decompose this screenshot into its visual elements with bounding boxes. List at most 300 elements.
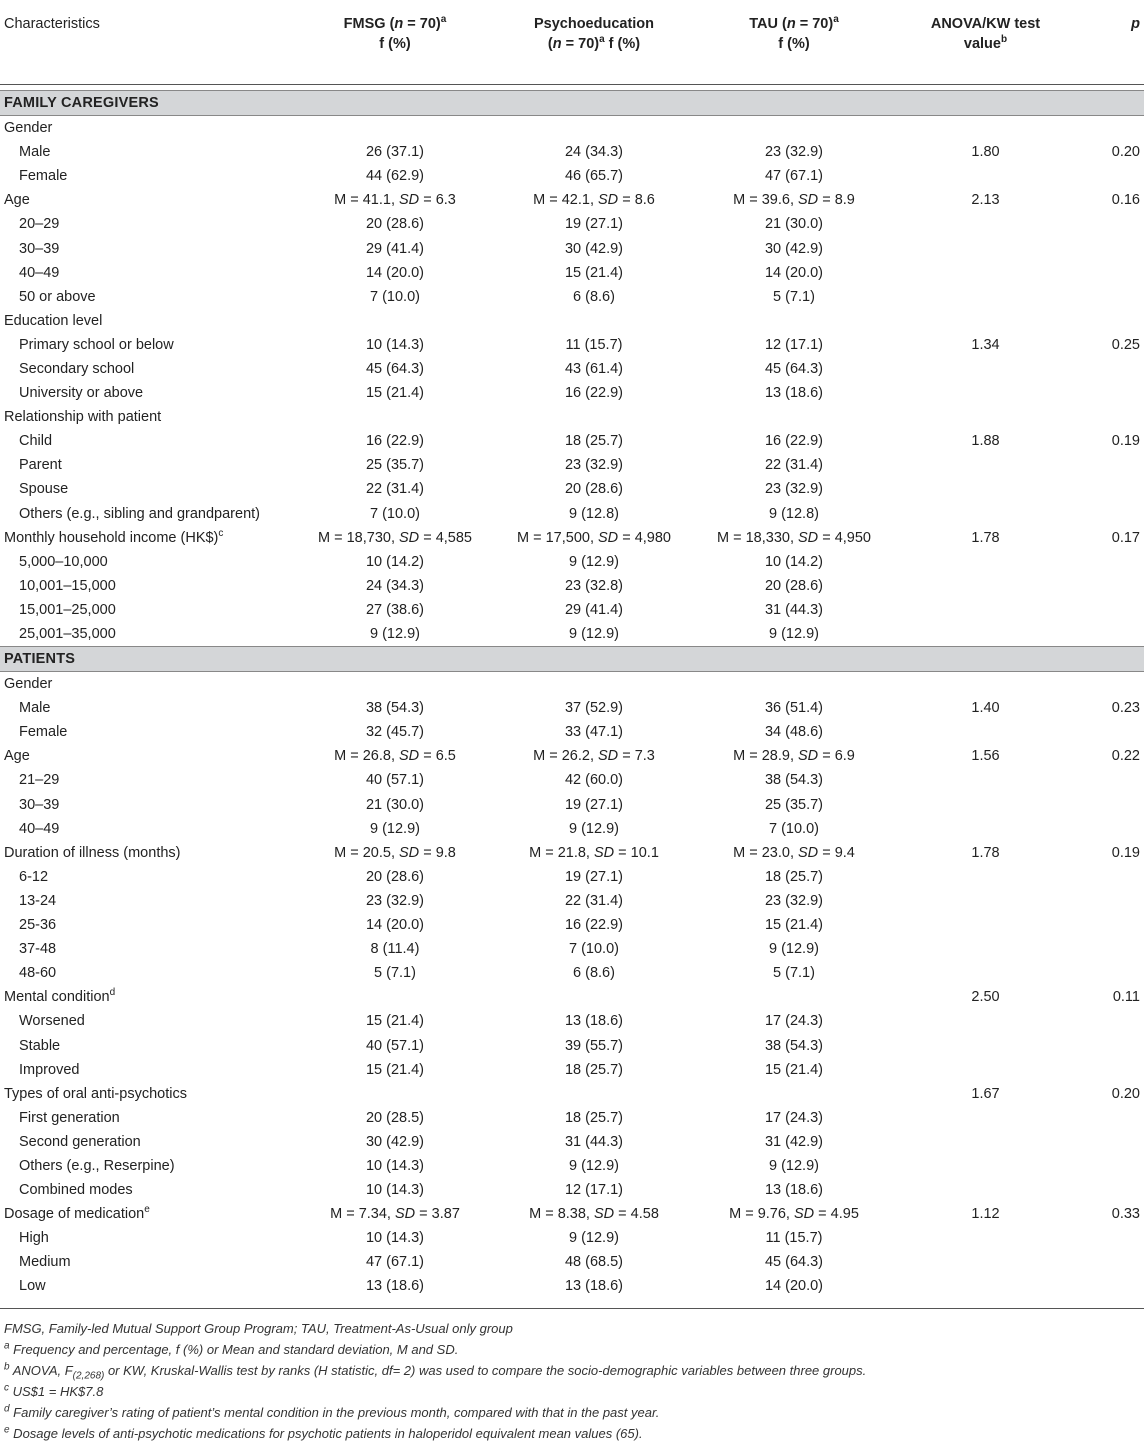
- row-label: Types of oral anti-psychotics: [4, 1085, 187, 1102]
- table-row: [0, 841, 1144, 865]
- psychoeducation-cell: 12 (17.1): [564, 1182, 624, 1199]
- p-value-cell: [1081, 672, 1144, 697]
- table-row: [0, 744, 1144, 768]
- section-title: PATIENTS: [0, 647, 1144, 672]
- row-label-cell: [0, 1009, 300, 1033]
- test-value-cell: 2.13: [971, 192, 1000, 209]
- row-label: 50 or above: [19, 288, 96, 305]
- fmsg-cell: M = 41.1, SD = 6.3: [334, 192, 456, 209]
- row-label: 15,001–25,000: [19, 601, 116, 618]
- row-label: Primary school or below: [19, 336, 174, 353]
- row-label: Female: [19, 168, 68, 185]
- tau-cell: 9 (12.9): [769, 1157, 819, 1174]
- fmsg-cell: M = 7.34, SD = 3.87: [330, 1206, 460, 1223]
- table-row: [0, 889, 1144, 913]
- psychoeducation-cell: [490, 309, 698, 333]
- table-row: [0, 526, 1144, 550]
- tau-cell: 9 (12.8): [769, 505, 819, 522]
- tau-cell: 36 (51.4): [764, 700, 824, 717]
- fmsg-cell: [300, 309, 490, 333]
- test-value-cell: [890, 116, 1081, 141]
- row-label-cell: [0, 188, 300, 212]
- table-row: [0, 502, 1144, 526]
- p-value-cell: [1081, 768, 1144, 792]
- row-label-cell: [0, 598, 300, 622]
- row-label-cell: [0, 1154, 300, 1178]
- row-label-cell: [0, 212, 300, 236]
- fmsg-cell: 7 (10.0): [370, 505, 420, 522]
- row-label-cell: [0, 405, 300, 429]
- tau-cell: [698, 405, 890, 429]
- table-row: [0, 865, 1144, 889]
- tau-cell: 5 (7.1): [773, 288, 815, 305]
- fmsg-cell: 15 (21.4): [365, 1061, 425, 1078]
- fmsg-cell: 25 (35.7): [365, 457, 425, 474]
- test-value-cell: [890, 1274, 1081, 1298]
- row-label-cell: [0, 1106, 300, 1130]
- test-value-cell: [890, 598, 1081, 622]
- tau-cell: 23 (32.9): [764, 144, 824, 161]
- test-value-cell: 1.80: [971, 144, 1000, 161]
- row-label: Secondary school: [19, 360, 135, 377]
- p-value-cell: [1081, 961, 1144, 985]
- table-row: [0, 672, 1144, 697]
- p-value-cell: 0.25: [1111, 336, 1140, 353]
- footnote-abbreviations: FMSG, Family-led Mutual Support Group Program; TAU, Treatment-As-Usual only group: [4, 1320, 513, 1336]
- row-label: 25,001–35,000: [19, 626, 116, 643]
- tau-cell: 18 (25.7): [764, 868, 824, 885]
- test-value-cell: [890, 1009, 1081, 1033]
- psychoeducation-cell: 42 (60.0): [564, 772, 624, 789]
- test-value-cell: [890, 502, 1081, 526]
- table-row: [0, 720, 1144, 744]
- table-row: [0, 429, 1144, 453]
- table-row: [0, 768, 1144, 792]
- table-row: [0, 285, 1144, 309]
- row-label: Gender: [4, 676, 53, 693]
- table-row: [0, 1033, 1144, 1057]
- row-label-cell: [0, 1130, 300, 1154]
- row-label: Combined modes: [19, 1182, 133, 1199]
- p-value-cell: [1081, 1226, 1144, 1250]
- row-label-cell: [0, 937, 300, 961]
- p-value-cell: [1081, 937, 1144, 961]
- p-value-cell: [1081, 598, 1144, 622]
- p-value-cell: [1081, 817, 1144, 841]
- row-label-cell: [0, 285, 300, 309]
- row-label: Dosage of medication: [4, 1206, 145, 1223]
- section-header-row: [0, 91, 1144, 116]
- tau-cell: 9 (12.9): [769, 941, 819, 958]
- header-row: [0, 0, 1144, 85]
- table-row: [0, 1226, 1144, 1250]
- footnote-d: $^d$ Family caregiver’s rating of patient’s mental condition in the previous month, compared with that in the past year.: [4, 1403, 660, 1420]
- test-value-cell: [890, 550, 1081, 574]
- psychoeducation-cell: 30 (42.9): [564, 240, 624, 257]
- table-row: [0, 236, 1144, 260]
- test-value-cell: 2.50: [971, 989, 1000, 1006]
- tau-cell: 23 (32.9): [764, 892, 824, 909]
- tau-cell: 15 (21.4): [764, 917, 824, 934]
- psychoeducation-cell: 9 (12.9): [569, 1230, 619, 1247]
- test-value-cell: [890, 720, 1081, 744]
- test-value-cell: 1.78: [971, 529, 1000, 546]
- tau-cell: M = 39.6, SD = 8.9: [733, 192, 855, 209]
- tau-cell: 9 (12.9): [769, 626, 819, 643]
- row-label-cell: [0, 261, 300, 285]
- test-value-cell: [890, 1178, 1081, 1202]
- test-value-cell: 1.56: [971, 748, 1000, 765]
- p-value-cell: [1081, 574, 1144, 598]
- tau-cell: 25 (35.7): [764, 796, 824, 813]
- table-row: [0, 574, 1144, 598]
- row-label: 30–39: [19, 240, 60, 257]
- p-value-cell: [1081, 236, 1144, 260]
- test-value-cell: [890, 913, 1081, 937]
- row-label: Others (e.g., Reserpine): [19, 1157, 175, 1174]
- tau-cell: M = 9.76, SD = 4.95: [729, 1206, 859, 1223]
- test-value-cell: 1.40: [971, 700, 1000, 717]
- tau-cell: [698, 1082, 890, 1106]
- tau-cell: 31 (44.3): [764, 601, 824, 618]
- fmsg-cell: 15 (21.4): [365, 1013, 425, 1030]
- p-value-cell: [1081, 357, 1144, 381]
- psychoeducation-cell: 9 (12.9): [569, 626, 619, 643]
- p-value-cell: [1081, 285, 1144, 309]
- psychoeducation-cell: 18 (25.7): [564, 1109, 624, 1126]
- tau-cell: 10 (14.2): [764, 553, 824, 570]
- row-label: Stable: [19, 1037, 61, 1054]
- test-value-cell: [890, 357, 1081, 381]
- footnote-b: $^b$ ANOVA, $F_{(2,268)}$ or KW, Kruskal-Wallis test by ranks (H statistic, df= 2) was used to compare the socio-demographic variables between three groups.: [4, 1361, 867, 1382]
- test-value-cell: [890, 477, 1081, 501]
- tau-cell: 16 (22.9): [764, 433, 824, 450]
- tau-cell: M = 18,330, SD = 4,950: [717, 529, 871, 546]
- test-value-cell: [890, 961, 1081, 985]
- tau-cell: 12 (17.1): [764, 336, 824, 353]
- test-value-cell: 1.67: [971, 1085, 1000, 1102]
- table-row: [0, 793, 1144, 817]
- test-value-cell: 1.78: [971, 844, 1000, 861]
- p-value-cell: 0.16: [1111, 192, 1140, 209]
- footnote-a: $^a$ Frequency and percentage, f (%) or Mean and standard deviation, M and SD.: [4, 1340, 459, 1357]
- fmsg-cell: 10 (14.3): [365, 1230, 425, 1247]
- tau-cell: 22 (31.4): [764, 457, 824, 474]
- tau-cell: 13 (18.6): [764, 385, 824, 402]
- fmsg-cell: 40 (57.1): [365, 772, 425, 789]
- tau-cell: 11 (15.7): [765, 1230, 823, 1247]
- p-value-cell: 0.19: [1111, 844, 1140, 861]
- p-value-cell: [1081, 1178, 1144, 1202]
- table-row: [0, 116, 1144, 141]
- p-value-cell: [1081, 1033, 1144, 1057]
- row-label: High: [19, 1230, 49, 1247]
- row-label: Second generation: [19, 1133, 141, 1150]
- row-label-cell: [0, 164, 300, 188]
- p-value-cell: [1081, 622, 1144, 647]
- tau-cell: 38 (54.3): [764, 1037, 824, 1054]
- section-header-row: [0, 647, 1144, 672]
- table-row: [0, 1274, 1144, 1298]
- table-row: [0, 164, 1144, 188]
- tau-cell: 13 (18.6): [764, 1182, 824, 1199]
- row-label-cell: [0, 550, 300, 574]
- fmsg-cell: 10 (14.3): [365, 336, 425, 353]
- table-row: [0, 1178, 1144, 1202]
- test-value-cell: [890, 768, 1081, 792]
- table-row: [0, 357, 1144, 381]
- fmsg-cell: 40 (57.1): [365, 1037, 425, 1054]
- row-label-cell: [0, 453, 300, 477]
- table-row: [0, 913, 1144, 937]
- test-value-cell: [890, 1250, 1081, 1274]
- psychoeducation-cell: 31 (44.3): [564, 1133, 624, 1150]
- test-value-cell: [890, 1226, 1081, 1250]
- psychoeducation-cell: 18 (25.7): [564, 1061, 624, 1078]
- row-label-cell: [0, 1202, 300, 1226]
- row-label-cell: [0, 381, 300, 405]
- row-label-cell: [0, 1250, 300, 1274]
- fmsg-cell: 23 (32.9): [365, 892, 425, 909]
- row-label: 37-48: [19, 941, 57, 958]
- table-row: [0, 1082, 1144, 1106]
- fmsg-cell: 15 (21.4): [365, 385, 425, 402]
- psychoeducation-cell: 9 (12.9): [569, 1157, 619, 1174]
- row-label-cell: [0, 1082, 300, 1106]
- fmsg-cell: 14 (20.0): [365, 917, 425, 934]
- footnote-e: $^e$ Dosage levels of anti-psychotic medications for psychotic patients in haloperidol equivalent mean values (65).: [4, 1424, 643, 1441]
- row-label: Spouse: [19, 481, 69, 498]
- test-value-cell: [890, 261, 1081, 285]
- row-label-cell: [0, 793, 300, 817]
- row-label-cell: [0, 1178, 300, 1202]
- fmsg-cell: M = 20.5, SD = 9.8: [334, 844, 456, 861]
- psychoeducation-cell: 19 (27.1): [564, 868, 624, 885]
- psychoeducation-cell: 46 (65.7): [564, 168, 624, 185]
- fmsg-cell: 32 (45.7): [365, 724, 425, 741]
- p-value-cell: 0.11: [1112, 989, 1140, 1006]
- p-value-cell: 0.17: [1111, 529, 1140, 546]
- p-value-cell: [1081, 1250, 1144, 1274]
- table-row: [0, 309, 1144, 333]
- psychoeducation-cell: 19 (27.1): [564, 216, 624, 233]
- test-value-cell: [890, 309, 1081, 333]
- row-label-cell: [0, 309, 300, 333]
- table-row: [0, 453, 1144, 477]
- row-label-cell: [0, 672, 300, 697]
- table-row: [0, 598, 1144, 622]
- tau-cell: 23 (32.9): [764, 481, 824, 498]
- tau-cell: 17 (24.3): [764, 1013, 824, 1030]
- row-label: 30–39: [19, 796, 60, 813]
- psychoeducation-cell: 13 (18.6): [564, 1013, 624, 1030]
- p-value-cell: 0.33: [1111, 1206, 1140, 1223]
- table-row: [0, 381, 1144, 405]
- psychoeducation-cell: 37 (52.9): [564, 700, 624, 717]
- psychoeducation-cell: 15 (21.4): [564, 264, 624, 281]
- row-label: 6-12: [19, 868, 49, 885]
- psychoeducation-cell: 43 (61.4): [564, 360, 624, 377]
- tau-cell: 14 (20.0): [764, 1278, 824, 1295]
- p-value-cell: 0.20: [1111, 1085, 1140, 1102]
- section-title: FAMILY CAREGIVERS: [0, 91, 1144, 116]
- row-label: Low: [19, 1278, 46, 1295]
- p-value-cell: [1081, 889, 1144, 913]
- p-value-cell: [1081, 261, 1144, 285]
- test-value-cell: [890, 1058, 1081, 1082]
- psychoeducation-cell: 20 (28.6): [564, 481, 624, 498]
- p-value-cell: [1081, 720, 1144, 744]
- table-row: [0, 1009, 1144, 1033]
- fmsg-cell: 10 (14.2): [365, 553, 425, 570]
- tau-cell: 30 (42.9): [764, 240, 824, 257]
- row-label: Worsened: [19, 1013, 85, 1030]
- psychoeducation-cell: 9 (12.9): [569, 820, 619, 837]
- table-row: [0, 140, 1144, 164]
- table-row: [0, 1202, 1144, 1226]
- fmsg-cell: 20 (28.6): [365, 868, 425, 885]
- row-label-cell: [0, 841, 300, 865]
- test-value-cell: 1.34: [971, 336, 1000, 353]
- row-label: Age: [4, 748, 30, 765]
- test-value-cell: [890, 381, 1081, 405]
- psychoeducation-cell: 19 (27.1): [564, 796, 624, 813]
- row-label-cell: [0, 913, 300, 937]
- psychoeducation-cell: M = 17,500, SD = 4,980: [517, 529, 671, 546]
- psychoeducation-cell: 22 (31.4): [564, 892, 624, 909]
- table-row: [0, 696, 1144, 720]
- psychoeducation-cell: 48 (68.5): [564, 1254, 624, 1271]
- fmsg-cell: 22 (31.4): [365, 481, 425, 498]
- test-value-cell: [890, 405, 1081, 429]
- table-row: [0, 261, 1144, 285]
- psychoeducation-cell: 16 (22.9): [564, 385, 624, 402]
- row-label: Duration of illness (months): [4, 844, 181, 861]
- row-label-cell: [0, 1274, 300, 1298]
- row-label-cell: [0, 768, 300, 792]
- table-row: [0, 1106, 1144, 1130]
- test-value-cell: [890, 672, 1081, 697]
- row-label: Male: [19, 700, 51, 717]
- p-value-cell: [1081, 1154, 1144, 1178]
- p-value-cell: 0.22: [1111, 748, 1140, 765]
- test-value-cell: [890, 793, 1081, 817]
- p-value-cell: 0.23: [1111, 700, 1140, 717]
- psychoeducation-cell: 6 (8.6): [573, 288, 615, 305]
- p-value-cell: [1081, 550, 1144, 574]
- psychoeducation-cell: 39 (55.7): [564, 1037, 624, 1054]
- fmsg-cell: 9 (12.9): [370, 820, 420, 837]
- fmsg-cell: 24 (34.3): [365, 577, 425, 594]
- fmsg-cell: 20 (28.5): [365, 1109, 425, 1126]
- tau-cell: 21 (30.0): [764, 216, 824, 233]
- p-value-cell: 0.19: [1111, 433, 1140, 450]
- row-label: 25-36: [19, 917, 57, 934]
- row-footnote-mark: c: [218, 527, 224, 539]
- psychoeducation-cell: [490, 1082, 698, 1106]
- psychoeducation-cell: 9 (12.9): [569, 553, 619, 570]
- p-value-cell: [1081, 477, 1144, 501]
- row-label-cell: [0, 622, 300, 647]
- test-value-cell: [890, 865, 1081, 889]
- row-label-cell: [0, 1033, 300, 1057]
- row-label-cell: [0, 1058, 300, 1082]
- psychoeducation-cell: [490, 116, 698, 141]
- fmsg-cell: 10 (14.3): [365, 1157, 425, 1174]
- row-label-cell: [0, 1226, 300, 1250]
- header-anova: ANOVA/KW test value$^b$: [890, 0, 1081, 85]
- psychoeducation-cell: M = 8.38, SD = 4.58: [529, 1206, 659, 1223]
- tau-cell: 5 (7.1): [773, 965, 815, 982]
- row-label-cell: [0, 236, 300, 260]
- fmsg-cell: 26 (37.1): [365, 144, 425, 161]
- test-value-cell: [890, 164, 1081, 188]
- row-label-cell: [0, 817, 300, 841]
- tau-cell: 15 (21.4): [764, 1061, 824, 1078]
- row-label-cell: [0, 502, 300, 526]
- tau-cell: [698, 116, 890, 141]
- test-value-cell: [890, 285, 1081, 309]
- footnotes: [0, 1308, 1144, 1444]
- p-value-cell: [1081, 116, 1144, 141]
- psychoeducation-cell: 16 (22.9): [564, 917, 624, 934]
- fmsg-cell: 20 (28.6): [365, 216, 425, 233]
- psychoeducation-cell: 29 (41.4): [564, 601, 624, 618]
- fmsg-cell: M = 26.8, SD = 6.5: [334, 748, 456, 765]
- row-label: Gender: [4, 120, 53, 137]
- fmsg-cell: [300, 116, 490, 141]
- psychoeducation-cell: 11 (15.7): [565, 336, 623, 353]
- test-value-cell: [890, 212, 1081, 236]
- row-label: Others (e.g., sibling and grandparent): [19, 505, 260, 522]
- footnote-c: $^c$ US$1 = HK$7.8: [4, 1382, 104, 1399]
- row-label: Improved: [19, 1061, 80, 1078]
- row-label: Medium: [19, 1254, 71, 1271]
- row-label: 40–49: [19, 264, 60, 281]
- row-label: Male: [19, 144, 51, 161]
- fmsg-cell: [300, 672, 490, 697]
- test-value-cell: [890, 889, 1081, 913]
- table-row: [0, 405, 1144, 429]
- table-row: [0, 985, 1144, 1009]
- tau-cell: 45 (64.3): [764, 360, 824, 377]
- tau-cell: 14 (20.0): [764, 264, 824, 281]
- row-label: Mental condition: [4, 989, 110, 1006]
- row-label-cell: [0, 477, 300, 501]
- tau-cell: M = 28.9, SD = 6.9: [733, 748, 855, 765]
- table-row: [0, 188, 1144, 212]
- fmsg-cell: 38 (54.3): [365, 700, 425, 717]
- header-p: p: [1081, 0, 1144, 85]
- row-label: 10,001–15,000: [19, 577, 116, 594]
- fmsg-cell: 14 (20.0): [365, 264, 425, 281]
- psychoeducation-cell: M = 42.1, SD = 8.6: [533, 192, 655, 209]
- fmsg-cell: 7 (10.0): [370, 288, 420, 305]
- tau-cell: [698, 309, 890, 333]
- psychoeducation-cell: 7 (10.0): [569, 941, 619, 958]
- row-label-cell: [0, 865, 300, 889]
- fmsg-cell: 27 (38.6): [365, 601, 425, 618]
- p-value-cell: [1081, 1009, 1144, 1033]
- p-value-cell: [1081, 865, 1144, 889]
- p-value-cell: [1081, 164, 1144, 188]
- psychoeducation-cell: [490, 672, 698, 697]
- tau-cell: 45 (64.3): [764, 1254, 824, 1271]
- p-value-cell: [1081, 405, 1144, 429]
- row-label-cell: [0, 333, 300, 357]
- table-row: [0, 477, 1144, 501]
- test-value-cell: 1.88: [971, 433, 1000, 450]
